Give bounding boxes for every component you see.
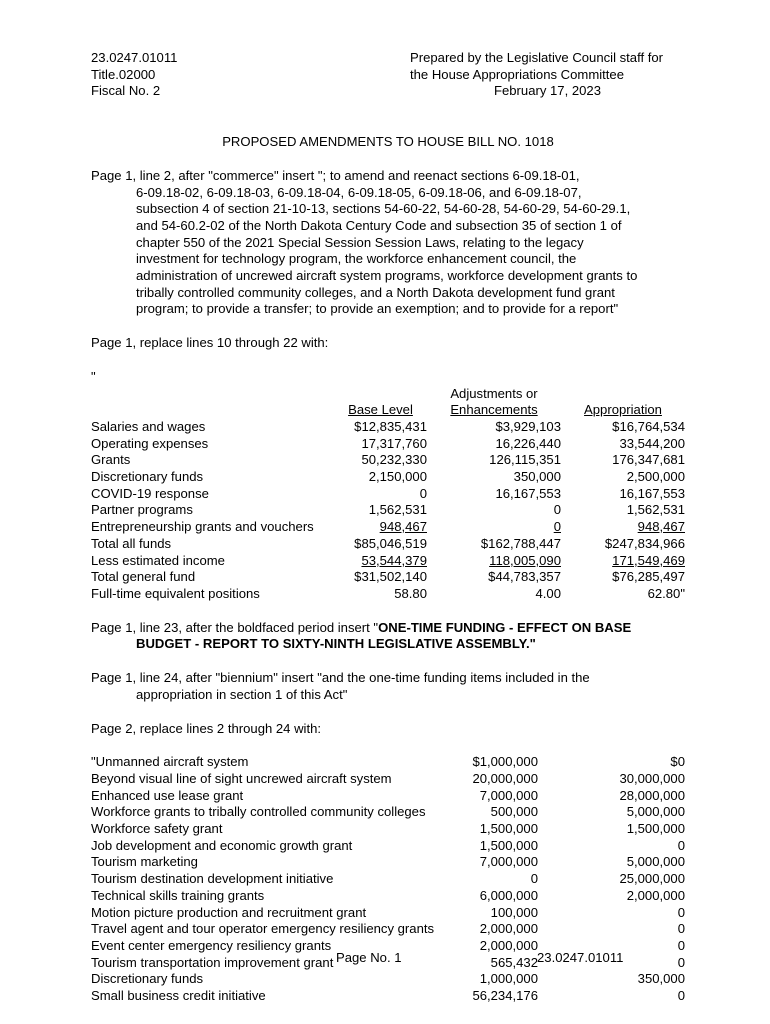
row-value: 126,115,351	[489, 452, 561, 468]
underlined-value: 948,467	[637, 519, 685, 535]
row-value: 2,000,000	[626, 887, 685, 903]
table-row	[91, 586, 685, 603]
row-label: Tourism marketing	[91, 854, 198, 870]
row-value: 0	[530, 871, 538, 887]
row-value: 30,000,000	[619, 770, 685, 786]
table-row	[91, 921, 685, 938]
row-value: 6,000,000	[479, 887, 538, 903]
row-value: $76,285,497	[612, 569, 685, 585]
table-row	[91, 988, 685, 1005]
paragraph-line: and 54-60.2-02 of the North Dakota Century Code and subsection 35 of section 1 of	[136, 217, 622, 233]
row-value: $247,834,966	[604, 535, 685, 551]
row-value	[334, 553, 427, 570]
row-value: 2,000,000	[479, 937, 538, 953]
row-value: 500,000	[490, 804, 538, 820]
row-value: 0	[677, 837, 685, 853]
row-value: 0	[677, 954, 685, 970]
table-row	[91, 971, 685, 988]
paragraph-line: subsection 4 of section 21-10-13, sections 54-60-22, 54-60-28, 54-60-29, 54-60-29.1,	[136, 201, 631, 217]
row-value: 1,000,000	[479, 971, 538, 987]
amendment-paragraph-5: Page 2, replace lines 2 through 24 with:	[91, 720, 322, 736]
table-row	[91, 452, 685, 469]
row-value: 2,500,000	[626, 469, 685, 485]
table-row	[91, 905, 685, 922]
row-value: 4.00	[535, 585, 561, 601]
document-footer	[91, 950, 685, 967]
row-label: "Unmanned aircraft system	[91, 754, 249, 770]
table-row	[91, 854, 685, 871]
row-label: Enhanced use lease grant	[91, 787, 244, 803]
appropriation-table-body	[91, 386, 685, 603]
row-value	[561, 519, 685, 536]
row-label: Full-time equivalent positions	[91, 585, 260, 601]
row-value: 565,432	[490, 954, 538, 970]
row-label: Grants	[91, 452, 131, 468]
column-header-top-adjustments: Adjustments or	[450, 385, 538, 401]
column-header-appropriation: Appropriation	[584, 402, 662, 418]
row-value: 50,232,330	[361, 452, 427, 468]
row-value: 0	[677, 921, 685, 937]
table-row	[91, 502, 685, 519]
para3-bold-text-line1: ONE-TIME FUNDING - EFFECT ON BASE	[378, 619, 632, 635]
row-value: 28,000,000	[619, 787, 685, 803]
row-value: 2,000,000	[479, 921, 538, 937]
row-value: 176,347,681	[612, 452, 685, 468]
row-value: 62.80"	[647, 585, 685, 601]
row-label: Event center emergency resiliency grants	[91, 937, 332, 953]
row-label: Total all funds	[91, 535, 172, 551]
table-row	[91, 419, 685, 436]
row-label: Small business credit initiative	[91, 988, 266, 1004]
row-label: Workforce grants to tribally controlled community colleges	[91, 804, 426, 820]
row-value: 1,500,000	[626, 821, 685, 837]
paragraph-line: program; to provide a transfer; to provide an exemption; and to provide for a report"	[136, 301, 619, 317]
row-label: COVID-19 response	[91, 485, 209, 501]
document-body	[91, 50, 685, 1005]
row-value: $12,835,431	[354, 418, 427, 434]
row-value: 1,500,000	[479, 821, 538, 837]
column-header-enhancements: Enhancements	[450, 402, 538, 418]
row-label: Total general fund	[91, 569, 196, 585]
spacer-cell	[91, 402, 334, 419]
row-value: $162,788,447	[480, 535, 561, 551]
row-value: 7,000,000	[479, 854, 538, 870]
table1-open-quote: "	[91, 368, 96, 384]
table-row	[91, 569, 685, 586]
row-value: $85,046,519	[354, 535, 427, 551]
row-label: Partner programs	[91, 502, 193, 518]
underlined-value: 118,005,090	[489, 552, 561, 568]
table-row	[91, 436, 685, 453]
header-date: February 17, 2023	[493, 83, 601, 99]
table-row	[91, 553, 685, 570]
row-value: $3,929,103	[495, 418, 561, 434]
one-time-funding-table-wrapper	[91, 754, 685, 1005]
paragraph-line: investment for technology program, the workforce enhancement council, the	[136, 251, 577, 267]
row-value: $0	[670, 754, 685, 770]
document-header	[91, 50, 685, 100]
header-left-block	[91, 50, 177, 100]
table-row	[91, 888, 685, 905]
row-label: Beyond visual line of sight uncrewed aircraft system	[91, 770, 392, 786]
row-value: 1,500,000	[479, 837, 538, 853]
row-value: 25,000,000	[619, 871, 685, 887]
row-value: 16,167,553	[495, 485, 561, 501]
header-doc-number: 23.0247.01011	[91, 50, 178, 65]
row-label: Workforce safety grant	[91, 821, 223, 837]
table-row	[91, 469, 685, 486]
spacer-cell	[334, 386, 427, 403]
paragraph-line: administration of uncrewed aircraft system programs, workforce development grants to	[136, 268, 638, 284]
row-value: $44,783,357	[488, 569, 561, 585]
one-time-funding-table	[91, 754, 685, 1005]
amendment-paragraph-3	[91, 620, 685, 653]
row-value: 1,562,531	[626, 502, 685, 518]
footer-page-number: Page No. 1	[336, 950, 402, 965]
table-row	[91, 838, 685, 855]
table-row	[91, 536, 685, 553]
row-label: Discretionary funds	[91, 469, 204, 485]
row-value: 5,000,000	[626, 804, 685, 820]
table-row	[91, 804, 685, 821]
row-label: Discretionary funds	[91, 971, 204, 987]
row-value: 0	[553, 502, 561, 518]
row-value: 350,000	[637, 971, 685, 987]
row-label: Tourism transportation improvement grant	[91, 954, 334, 970]
header-right-block	[410, 50, 685, 100]
row-value: 0	[677, 988, 685, 1004]
row-value: $31,502,140	[354, 569, 427, 585]
row-value: 0	[677, 937, 685, 953]
paragraph-line: chapter 550 of the 2021 Special Session Session Laws, relating to the legacy	[136, 234, 584, 250]
row-label: Travel agent and tour operator emergency resiliency grants	[91, 921, 435, 937]
spacer-cell	[91, 386, 334, 403]
para3-bold-text-line2: BUDGET - REPORT TO SIXTY-NINTH LEGISLATIVE ASSEMBLY."	[136, 636, 536, 652]
row-value: 2,150,000	[368, 469, 427, 485]
row-label: Entrepreneurship grants and vouchers	[91, 519, 314, 535]
underlined-value: 948,467	[379, 519, 427, 535]
row-label: Operating expenses	[91, 435, 209, 451]
paragraph-line: tribally controlled community colleges, and a North Dakota development fund grant	[136, 284, 615, 300]
row-value: 350,000	[513, 469, 561, 485]
row-value: 5,000,000	[626, 854, 685, 870]
table-row	[91, 821, 685, 838]
table-row	[91, 519, 685, 536]
row-value: 1,562,531	[368, 502, 427, 518]
footer-inner	[91, 950, 685, 967]
column-header-base-level: Base Level	[348, 402, 413, 418]
row-value	[561, 553, 685, 570]
header-prepared-by-line2: the House Appropriations Committee	[410, 66, 624, 82]
paragraph-line: Page 1, line 24, after "biennium" insert "and the one-time funding items included in the	[91, 670, 590, 686]
page-title: PROPOSED AMENDMENTS TO HOUSE BILL NO. 1018	[222, 134, 554, 150]
amendment-paragraph-4	[91, 670, 685, 703]
footer-doc-number: 23.0247.01011	[537, 950, 624, 965]
table-row	[91, 486, 685, 503]
row-value: $1,000,000	[472, 754, 538, 770]
row-value: 17,317,760	[361, 435, 427, 451]
row-value: 0	[419, 485, 427, 501]
row-label: Less estimated income	[91, 552, 225, 568]
row-value: 16,226,440	[495, 435, 561, 451]
table-header-top-row	[91, 386, 685, 403]
row-value: 0	[677, 904, 685, 920]
underlined-value: 0	[553, 519, 561, 535]
row-label: Technical skills training grants	[91, 887, 265, 903]
underlined-value: 171,549,469	[612, 552, 685, 568]
row-value: 16,167,553	[619, 485, 685, 501]
row-value	[427, 553, 561, 570]
table-header-row	[91, 402, 685, 419]
spacer-cell	[561, 386, 685, 403]
table-row	[91, 754, 685, 771]
row-value: 20,000,000	[472, 770, 538, 786]
row-value: 56,234,176	[472, 988, 538, 1004]
appropriation-table-wrapper	[91, 386, 685, 603]
paragraph-line: appropriation in section 1 of this Act"	[136, 686, 348, 702]
para3-plain-text: Page 1, line 23, after the boldfaced period insert "	[91, 619, 379, 635]
row-value	[334, 519, 427, 536]
amendment-paragraph-2: Page 1, replace lines 10 through 22 with:	[91, 335, 329, 351]
row-label: Motion picture production and recruitment grant	[91, 904, 367, 920]
row-value: 7,000,000	[479, 787, 538, 803]
row-value	[427, 519, 561, 536]
one-time-funding-table-body	[91, 754, 685, 1005]
header-prepared-by-line1: Prepared by the Legislative Council staff for	[410, 50, 664, 65]
table-row	[91, 771, 685, 788]
row-value: 33,544,200	[619, 435, 685, 451]
row-value: 58.80	[394, 585, 427, 601]
row-value: 100,000	[490, 904, 538, 920]
row-label: Tourism destination development initiative	[91, 871, 334, 887]
amendment-paragraph-1	[91, 168, 685, 318]
paragraph-line	[91, 620, 685, 637]
appropriation-table	[91, 386, 685, 603]
paragraph-line: Page 1, line 2, after "commerce" insert "; to amend and reenact sections 6-09.18-01,	[91, 167, 580, 183]
row-label: Job development and economic growth grant	[91, 837, 353, 853]
table-row	[91, 788, 685, 805]
row-value: $16,764,534	[612, 418, 685, 434]
table-row	[91, 871, 685, 888]
header-title-number: Title.02000	[91, 66, 156, 82]
paragraph-line: 6-09.18-02, 6-09.18-03, 6-09.18-04, 6-09.18-05, 6-09.18-06, and 6-09.18-07,	[136, 184, 582, 200]
underlined-value: 53,544,379	[361, 552, 427, 568]
row-label: Salaries and wages	[91, 418, 206, 434]
header-fiscal-number: Fiscal No. 2	[91, 83, 161, 99]
